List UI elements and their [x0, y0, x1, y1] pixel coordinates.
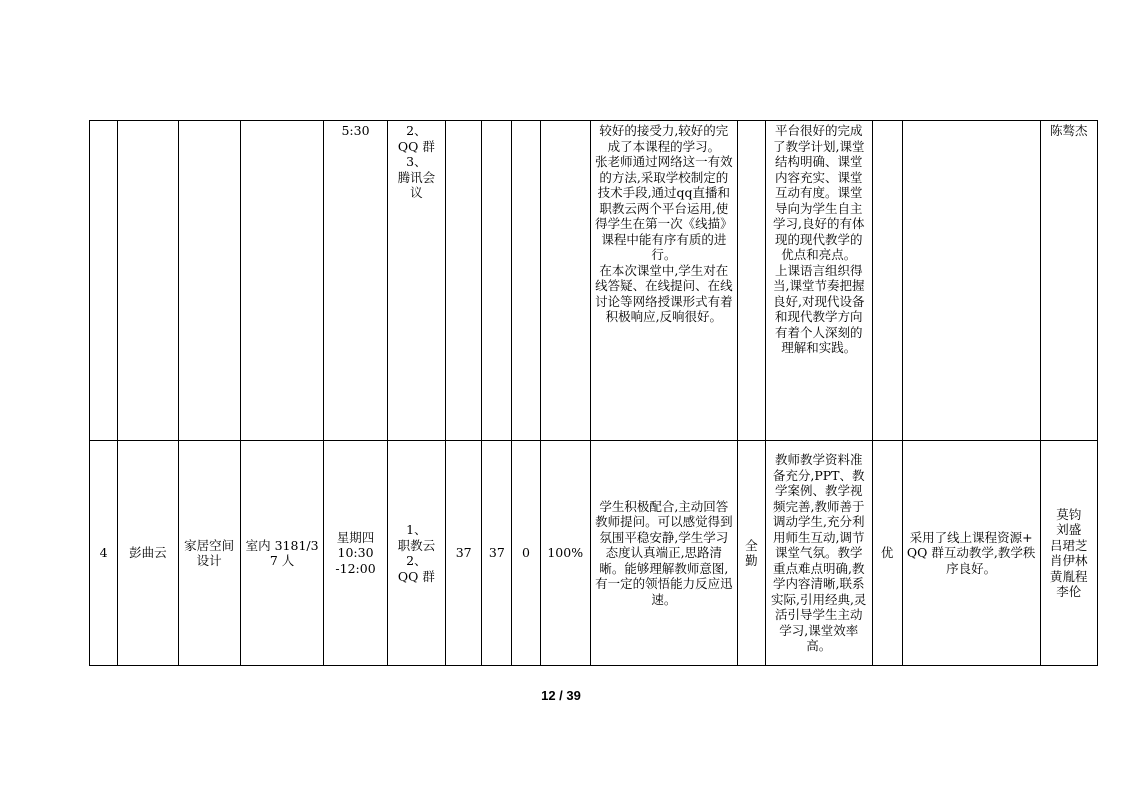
table-row-continued [90, 121, 1098, 441]
cell-attendance: 全勤 [737, 441, 765, 666]
cell-absent: 0 [512, 441, 540, 666]
cell-actual [482, 121, 512, 441]
cell-index: 4 [90, 441, 118, 666]
cell-rate: 100% [540, 441, 590, 666]
cell-grade [872, 121, 902, 441]
cell-time: 5:30 [324, 121, 387, 441]
cell-inspectors: 莫钧 刘盛 吕珺芝 肖伊林 黄胤程 李伦 [1040, 441, 1097, 666]
table-row-4 [90, 441, 1098, 666]
cell-platform: 2、 QQ 群 3、 腾讯会 议 [387, 121, 445, 441]
cell-expected [446, 121, 482, 441]
cell-attendance [737, 121, 765, 441]
inspection-table [89, 120, 1098, 666]
cell-course [178, 121, 240, 441]
cell-rate [540, 121, 590, 441]
cell-actual: 37 [482, 441, 512, 666]
cell-evaluation: 平台很好的完成了教学计划,课堂结构明确、课堂内容充实、课堂互动有度。课堂导向为学生自主学习,良好的有体现的现代教学的优点和亮点。 上课语言组织得当,课堂节奏把握良好,对现代设备和现代教学方向有着个人深刻的理解和实践。 [765, 121, 872, 441]
cell-class [240, 121, 323, 441]
cell-grade: 优 [872, 441, 902, 666]
cell-expected: 37 [446, 441, 482, 666]
cell-summary: 采用了线上课程资源+QQ 群互动教学,教学秩序良好。 [902, 441, 1040, 666]
cell-index [90, 121, 118, 441]
cell-class: 室内 3181/37 人 [240, 441, 323, 666]
cell-course: 家居空间设计 [178, 441, 240, 666]
page-number: 12 / 39 [541, 688, 581, 703]
cell-inspectors: 陈骜杰 [1040, 121, 1097, 441]
cell-comment: 较好的接受力,较好的完成了本课程的学习。 张老师通过网络这一有效的方法,采取学校制定的技术手段,通过qq直播和职教云两个平台运用,使得学生在第一次《线描》课程中能有序有质的进行。 在本次课堂中,学生对在线答疑、在线提问、在线讨论等网络授课形式有着积极响应,反响很好。 [590, 121, 737, 441]
cell-teacher [118, 121, 178, 441]
cell-time: 星期四 10:30 -12:00 [324, 441, 387, 666]
cell-teacher: 彭曲云 [118, 441, 178, 666]
cell-absent [512, 121, 540, 441]
cell-summary [902, 121, 1040, 441]
cell-platform: 1、 职教云 2、 QQ 群 [387, 441, 445, 666]
cell-evaluation: 教师教学资料准备充分,PPT、教学案例、教学视频完善,教师善于调动学生,充分利用师生互动,调节课堂气氛。教学重点难点明确,教学内容清晰,联系实际,引用经典,灵活引导学生主动学习,课堂效率高。 [765, 441, 872, 666]
cell-comment: 学生积极配合,主动回答教师提问。可以感觉得到氛围平稳安静,学生学习态度认真端正,思路清晰。能够理解教师意图,有一定的领悟能力反应迅速。 [590, 441, 737, 666]
